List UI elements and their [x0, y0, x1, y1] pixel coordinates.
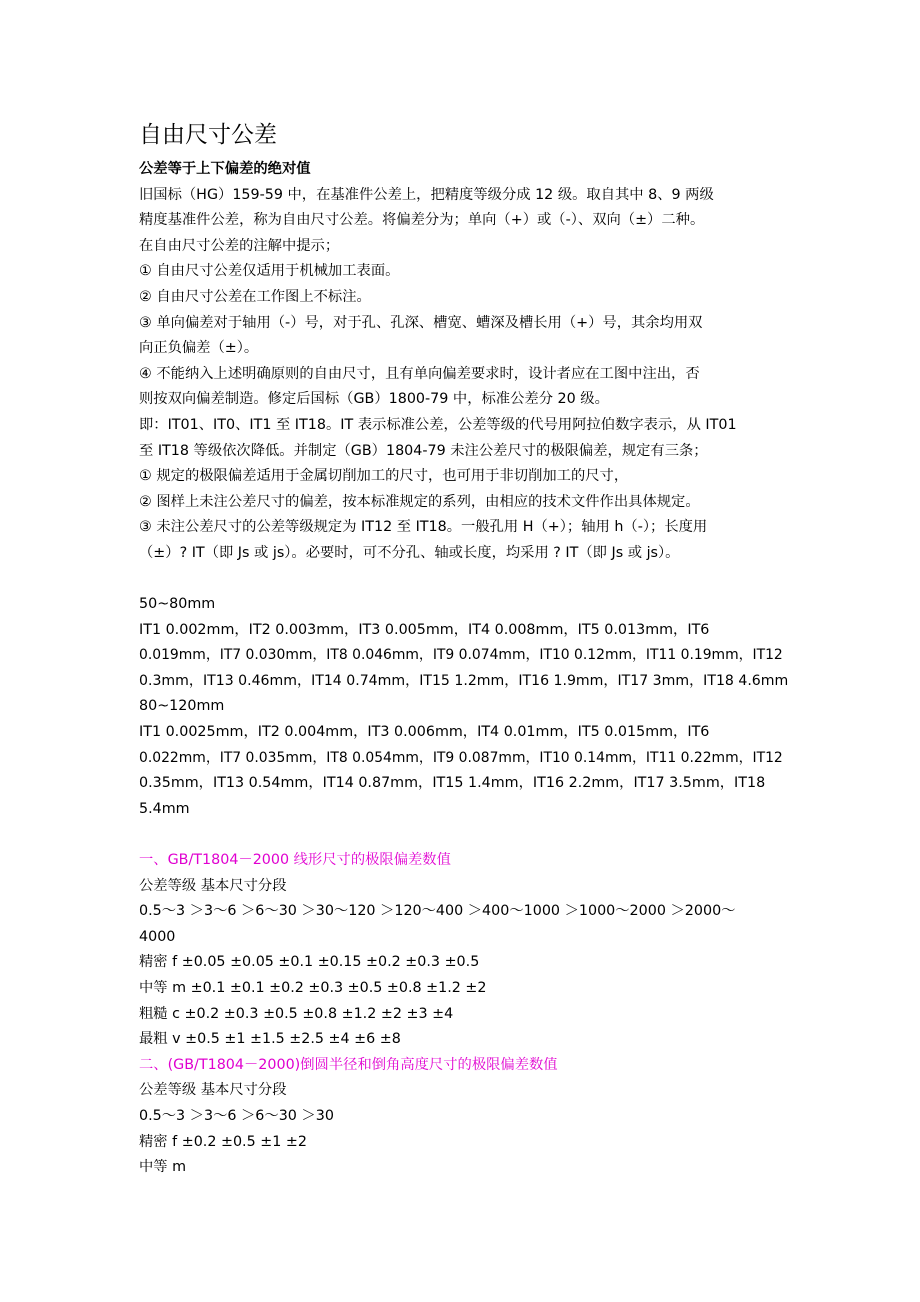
page-title: 自由尺寸公差: [139, 122, 277, 148]
size-ranges-row-cont: 4000: [139, 928, 176, 945]
tolerance-row-medium: 中等 m: [139, 1159, 187, 1176]
range-80-120-block: [139, 694, 789, 822]
spacer: [139, 567, 789, 593]
size-ranges-row: 0.5～3 ＞3～6 ＞6～30 ＞30: [139, 1107, 334, 1124]
intro-line: 在自由尺寸公差的注解中提示；: [139, 237, 340, 254]
note-item-4-cont: 则按双向偏差制造。修定后国标（GB）1800-79 中，标准公差分 20 级。: [139, 391, 609, 408]
rule-item-2: ② 图样上未注公差尺寸的偏差，按本标准规定的系列，由相应的技术文件作出具体规定。: [139, 493, 700, 510]
range-label: 80~120mm: [139, 698, 225, 715]
range-50-80-block: [139, 592, 789, 694]
spacer: [139, 822, 789, 848]
rule-item-3: ③ 未注公差尺寸的公差等级规定为 IT12 至 IT18。一般孔用 H（+）；轴用 h（-）；长度用: [139, 519, 708, 536]
section-heading: 一、GB/T1804－2000 线形尺寸的极限偏差数值: [139, 852, 451, 869]
tolerance-row-fine: 精密 f ±0.2 ±0.5 ±1 ±2: [139, 1133, 307, 1150]
range-label: 50~80mm: [139, 596, 216, 613]
linear-tolerance-section: [139, 848, 789, 1053]
subtitle: 公差等于上下偏差的绝对值: [139, 161, 311, 177]
radius-chamfer-section: [139, 1053, 789, 1181]
it-values-line: IT1 0.002mm，IT2 0.003mm，IT3 0.005mm，IT4 0.008mm，IT5 0.013mm，IT6: [139, 621, 710, 638]
size-ranges-row: 0.5～3 ＞3～6 ＞6～30 ＞30～120 ＞120～400 ＞400～1000 ＞1000～2000 ＞2000～: [139, 903, 736, 920]
tolerance-row-very-coarse: 最粗 v ±0.5 ±1 ±1.5 ±2.5 ±4 ±6 ±8: [139, 1031, 401, 1048]
rule-item-3-cont: （±）? IT（即 Js 或 js）。必要时，可不分孔、轴或长度，均采用 ? IT（即 Js 或 js）。: [139, 544, 680, 561]
tolerance-row-medium: 中等 m ±0.1 ±0.1 ±0.2 ±0.3 ±0.5 ±0.8 ±1.2 ±2: [139, 980, 487, 996]
it-values-line: 5.4mm: [139, 800, 190, 817]
intro-line: 旧国标（HG）159-59 中，在基准件公差上，把精度等级分成 12 级。取自其中 8、9 两级: [139, 186, 714, 203]
note-item-3-cont: 向正负偏差（±）。: [139, 340, 259, 357]
rule-item-1: ① 规定的极限偏差适用于金属切削加工的尺寸，也可用于非切削加工的尺寸，: [139, 468, 629, 485]
table-header-row: 公差等级 基本尺寸分段: [139, 877, 287, 894]
intro-section: [139, 183, 789, 567]
note-item-3: ③ 单向偏差对于轴用（-）号，对于孔、孔深、槽宽、螬深及槽长用（+）号，其余均用双: [139, 314, 703, 331]
document-page: [139, 118, 789, 1181]
it-values-line: IT1 0.0025mm，IT2 0.004mm，IT3 0.006mm，IT4 0.01mm，IT5 0.015mm，IT6: [139, 724, 710, 741]
it-values-line: 0.019mm，IT7 0.030mm，IT8 0.046mm，IT9 0.074mm，IT10 0.12mm，IT11 0.19mm，IT12: [139, 647, 783, 664]
it-values-line: 0.35mm，IT13 0.54mm，IT14 0.87mm，IT15 1.4mm，IT16 2.2mm，IT17 3.5mm，IT18: [139, 775, 766, 792]
section-heading: 二、(GB/T1804－2000)倒圆半径和倒角高度尺寸的极限偏差数值: [139, 1056, 558, 1073]
note-item-1: ① 自由尺寸公差仅适用于机械加工表面。: [139, 263, 400, 280]
it-values-line: 0.3mm，IT13 0.46mm，IT14 0.74mm，IT15 1.2mm，IT16 1.9mm，IT17 3mm，IT18 4.6mm: [139, 672, 789, 689]
intro-line: 即：IT01、IT0、IT1 至 IT18。IT 表示标准公差，公差等级的代号用阿拉伯数字表示，从 IT01: [139, 416, 737, 433]
note-item-2: ② 自由尺寸公差在工作图上不标注。: [139, 288, 371, 305]
intro-line: 精度基准件公差，称为自由尺寸公差。将偏差分为；单向（+）或（-）、双向（±）二种。: [139, 212, 705, 229]
tolerance-row-coarse: 粗糙 c ±0.2 ±0.3 ±0.5 ±0.8 ±1.2 ±2 ±3 ±4: [139, 1005, 454, 1022]
tolerance-row-fine: 精密 f ±0.05 ±0.05 ±0.1 ±0.15 ±0.2 ±0.3 ±0.5: [139, 954, 480, 971]
it-values-line: 0.022mm，IT7 0.035mm，IT8 0.054mm，IT9 0.087mm，IT10 0.14mm，IT11 0.22mm，IT12: [139, 749, 783, 766]
note-item-4: ④ 不能纳入上述明确原则的自由尺寸，且有单向偏差要求时，设计者应在工图中注出，否: [139, 365, 700, 382]
table-header-row: 公差等级 基本尺寸分段: [139, 1082, 287, 1099]
intro-line: 至 IT18 等级依次降低。并制定（GB）1804-79 未注公差尺寸的极限偏差，规定有三条；: [139, 442, 708, 459]
